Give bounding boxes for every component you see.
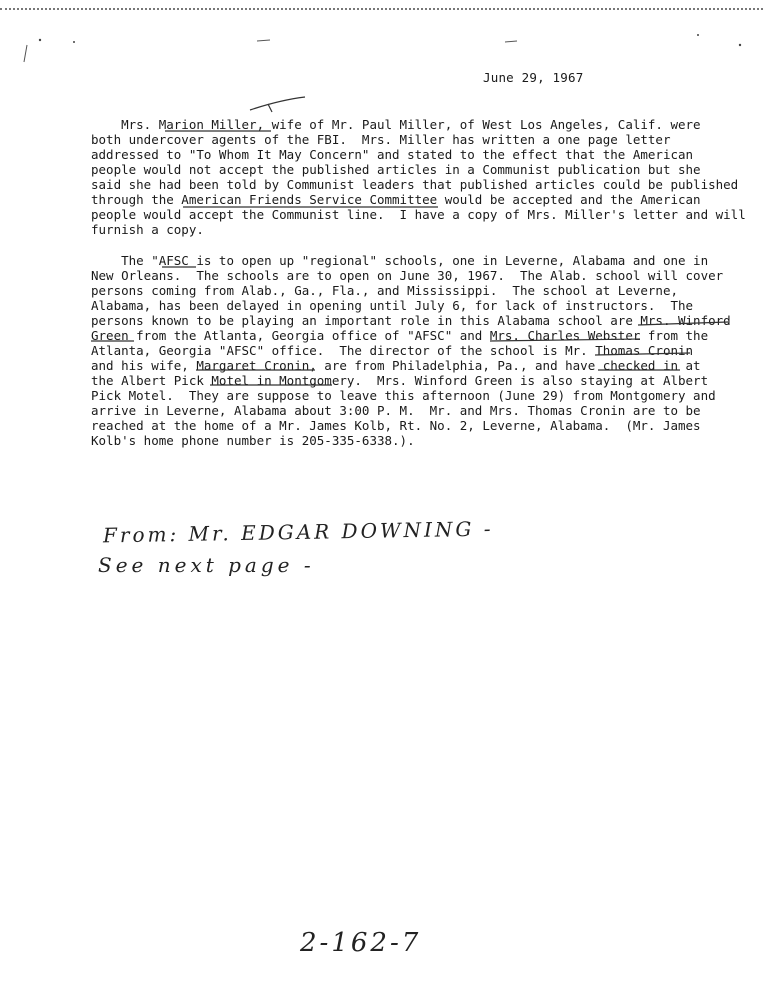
speck [739,44,741,46]
underline-charles-webster [490,339,640,341]
speck-line [257,40,270,41]
speck [39,39,41,41]
pen-mark [250,97,305,110]
speck-line [505,41,517,42]
handwritten-see-next-page: See next page - [98,553,315,577]
speck [73,41,75,43]
speck [697,34,699,36]
handwritten-source-note: From: Mr. EDGAR DOWNING - [102,516,494,548]
speck-line [24,45,27,62]
scan-specks [39,34,741,46]
underline-winford-green [638,322,728,325]
pen-mark [268,104,272,112]
underline-thomas-cronin [595,353,690,355]
paragraph-afsc-schools: The "AFSC is to open up "regional" schools, one in Leverne, Alabama and one in New Orleans. The schools are to open on June 30, 1967. The Alab. school will cover persons coming from Alab., Ga., Fla., and Mississippi. The school at Leverne, Alabama, has been delayed in opening until July 6, for lack of instructors. The persons known to be playing an important role in this Alabama school are Mrs. Winford Green from the Atlanta, Georgia office of "AFSC" and Mrs. Charles Webster from the Atlanta, Georgia "AFSC" office. The director of the school is Mr. Thomas Cronin and his wife, Margaret Cronin, are from Philadelphia, Pa., and have checked in at the Albert Pick Motel in Montgomery. Mrs. Winford Green is also staying at Albert Pick Motel. They are suppose to leave this afternoon (June 29) from Montgomery and arrive in Leverne, Alabama about 3:00 P. M. Mr. and Mrs. Thomas Cronin are to be reached at the home of a Mr. James Kolb, Rt. No. 2, Leverne, Alabama. (Mr. James Kolb's home phone number is 205-335-6338.). [91,253,731,448]
letter-date: June 29, 1967 [483,70,584,85]
handwritten-page-number: 2-162-7 [300,928,422,958]
paragraph-miller: Mrs. Marion Miller, wife of Mr. Paul Miller, of West Los Angeles, Calif. were both undercover agents of the FBI. Mrs. Miller has written a one page letter addressed to "To Whom It May Concern" and stated to the effect that the American people would not accept the published articles in a Communist publication but she said she had been told by Communist leaders that published articles could be published through the American Friends Service Committee would be accepted and the American people would accept the Communist line. I have a copy of Mrs. Miller's letter and will furnish a copy. [91,117,746,237]
